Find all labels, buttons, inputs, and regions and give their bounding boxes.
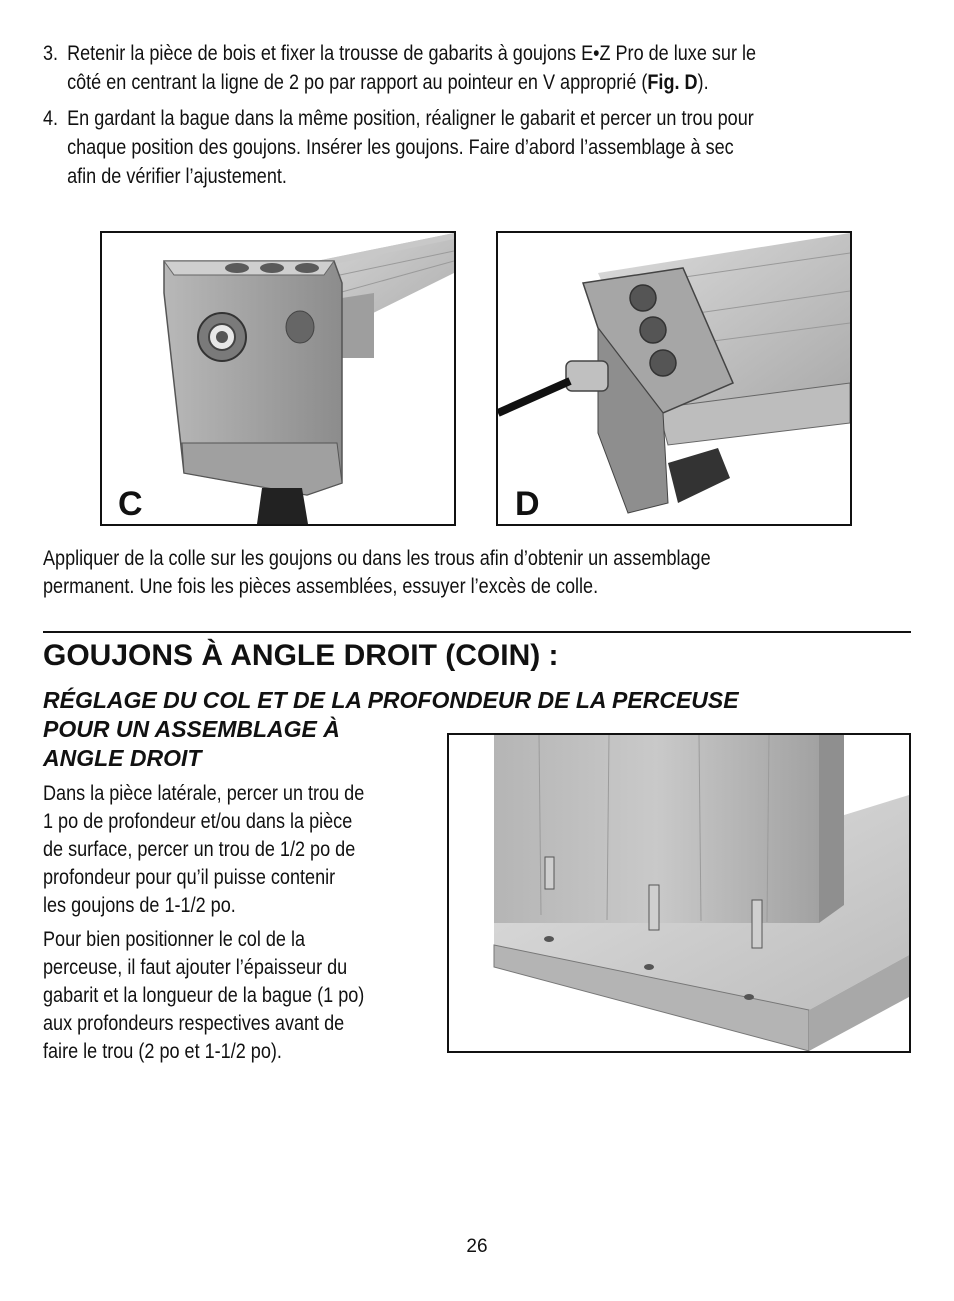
body-paragraph-2 (43, 926, 439, 1066)
step-line: chaque position des goujons. Insérer les goujons. Faire d’abord l’assemblage à sec (67, 136, 734, 159)
right-angle-joint-illustration (449, 735, 909, 1051)
figure-d-label: D (515, 485, 540, 523)
figure-right-angle-joint (447, 733, 911, 1053)
step-4 (43, 104, 800, 191)
paragraph-line: gabarit et la longueur de la bague (1 po) (43, 984, 365, 1007)
subsection-title-line: RÉGLAGE DU COL ET DE LA PROFONDEUR DE LA PERCEUSE (43, 687, 739, 713)
page-number: 26 (466, 1236, 488, 1257)
step-number: 3. (43, 42, 59, 65)
section-divider (43, 631, 911, 633)
paragraph-line: perceuse, il faut ajouter l’épaisseur du (43, 956, 348, 979)
paragraph-line: Pour bien positionner le col de la (43, 928, 306, 951)
figure-c (100, 231, 456, 526)
paragraph-line: faire le trou (2 po et 1-1/2 po). (43, 1040, 282, 1063)
figure-d-illustration (498, 233, 850, 524)
paragraph-line: profondeur pour qu’il puisse contenir (43, 866, 336, 889)
step-3 (43, 39, 800, 97)
step-text: côté en centrant la ligne de 2 po par rapport au pointeur en V approprié ( (67, 71, 648, 94)
paragraph-line: de surface, percer un trou de 1/2 po de (43, 838, 356, 861)
figure-c-illustration (102, 233, 454, 524)
subsection-title-line: ANGLE DROIT (43, 745, 202, 771)
figure-c-label: C (118, 485, 143, 523)
paragraph-line: aux profondeurs respectives avant de (43, 1012, 345, 1035)
paragraph-line: Appliquer de la colle sur les goujons ou dans les trous afin d’obtenir un assemblage (43, 547, 711, 570)
step-line: En gardant la bague dans la même position, réaligner le gabarit et percer un trou pour (67, 107, 754, 130)
section-title: GOUJONS À ANGLE DROIT (COIN) : (43, 639, 559, 672)
step-number: 4. (43, 107, 59, 130)
step-line: Retenir la pièce de bois et fixer la trousse de gabarits à goujons E•Z Pro de luxe sur le (67, 42, 757, 65)
glue-paragraph (43, 545, 886, 601)
paragraph-line: les goujons de 1-1/2 po. (43, 894, 236, 917)
step-line: afin de vérifier l’ajustement. (67, 165, 287, 188)
paragraph-line: Dans la pièce latérale, percer un trou de (43, 782, 365, 805)
subsection-title-line: POUR UN ASSEMBLAGE À (43, 716, 340, 742)
step-line (43, 68, 800, 97)
step-text: ). (697, 71, 709, 94)
body-paragraph-1 (43, 780, 439, 920)
figure-reference: Fig. D (647, 71, 698, 94)
figure-d (496, 231, 852, 526)
paragraph-line: 1 po de profondeur et/ou dans la pièce (43, 810, 353, 833)
paragraph-line: permanent. Une fois les pièces assemblées, essuyer l’excès de colle. (43, 575, 599, 598)
